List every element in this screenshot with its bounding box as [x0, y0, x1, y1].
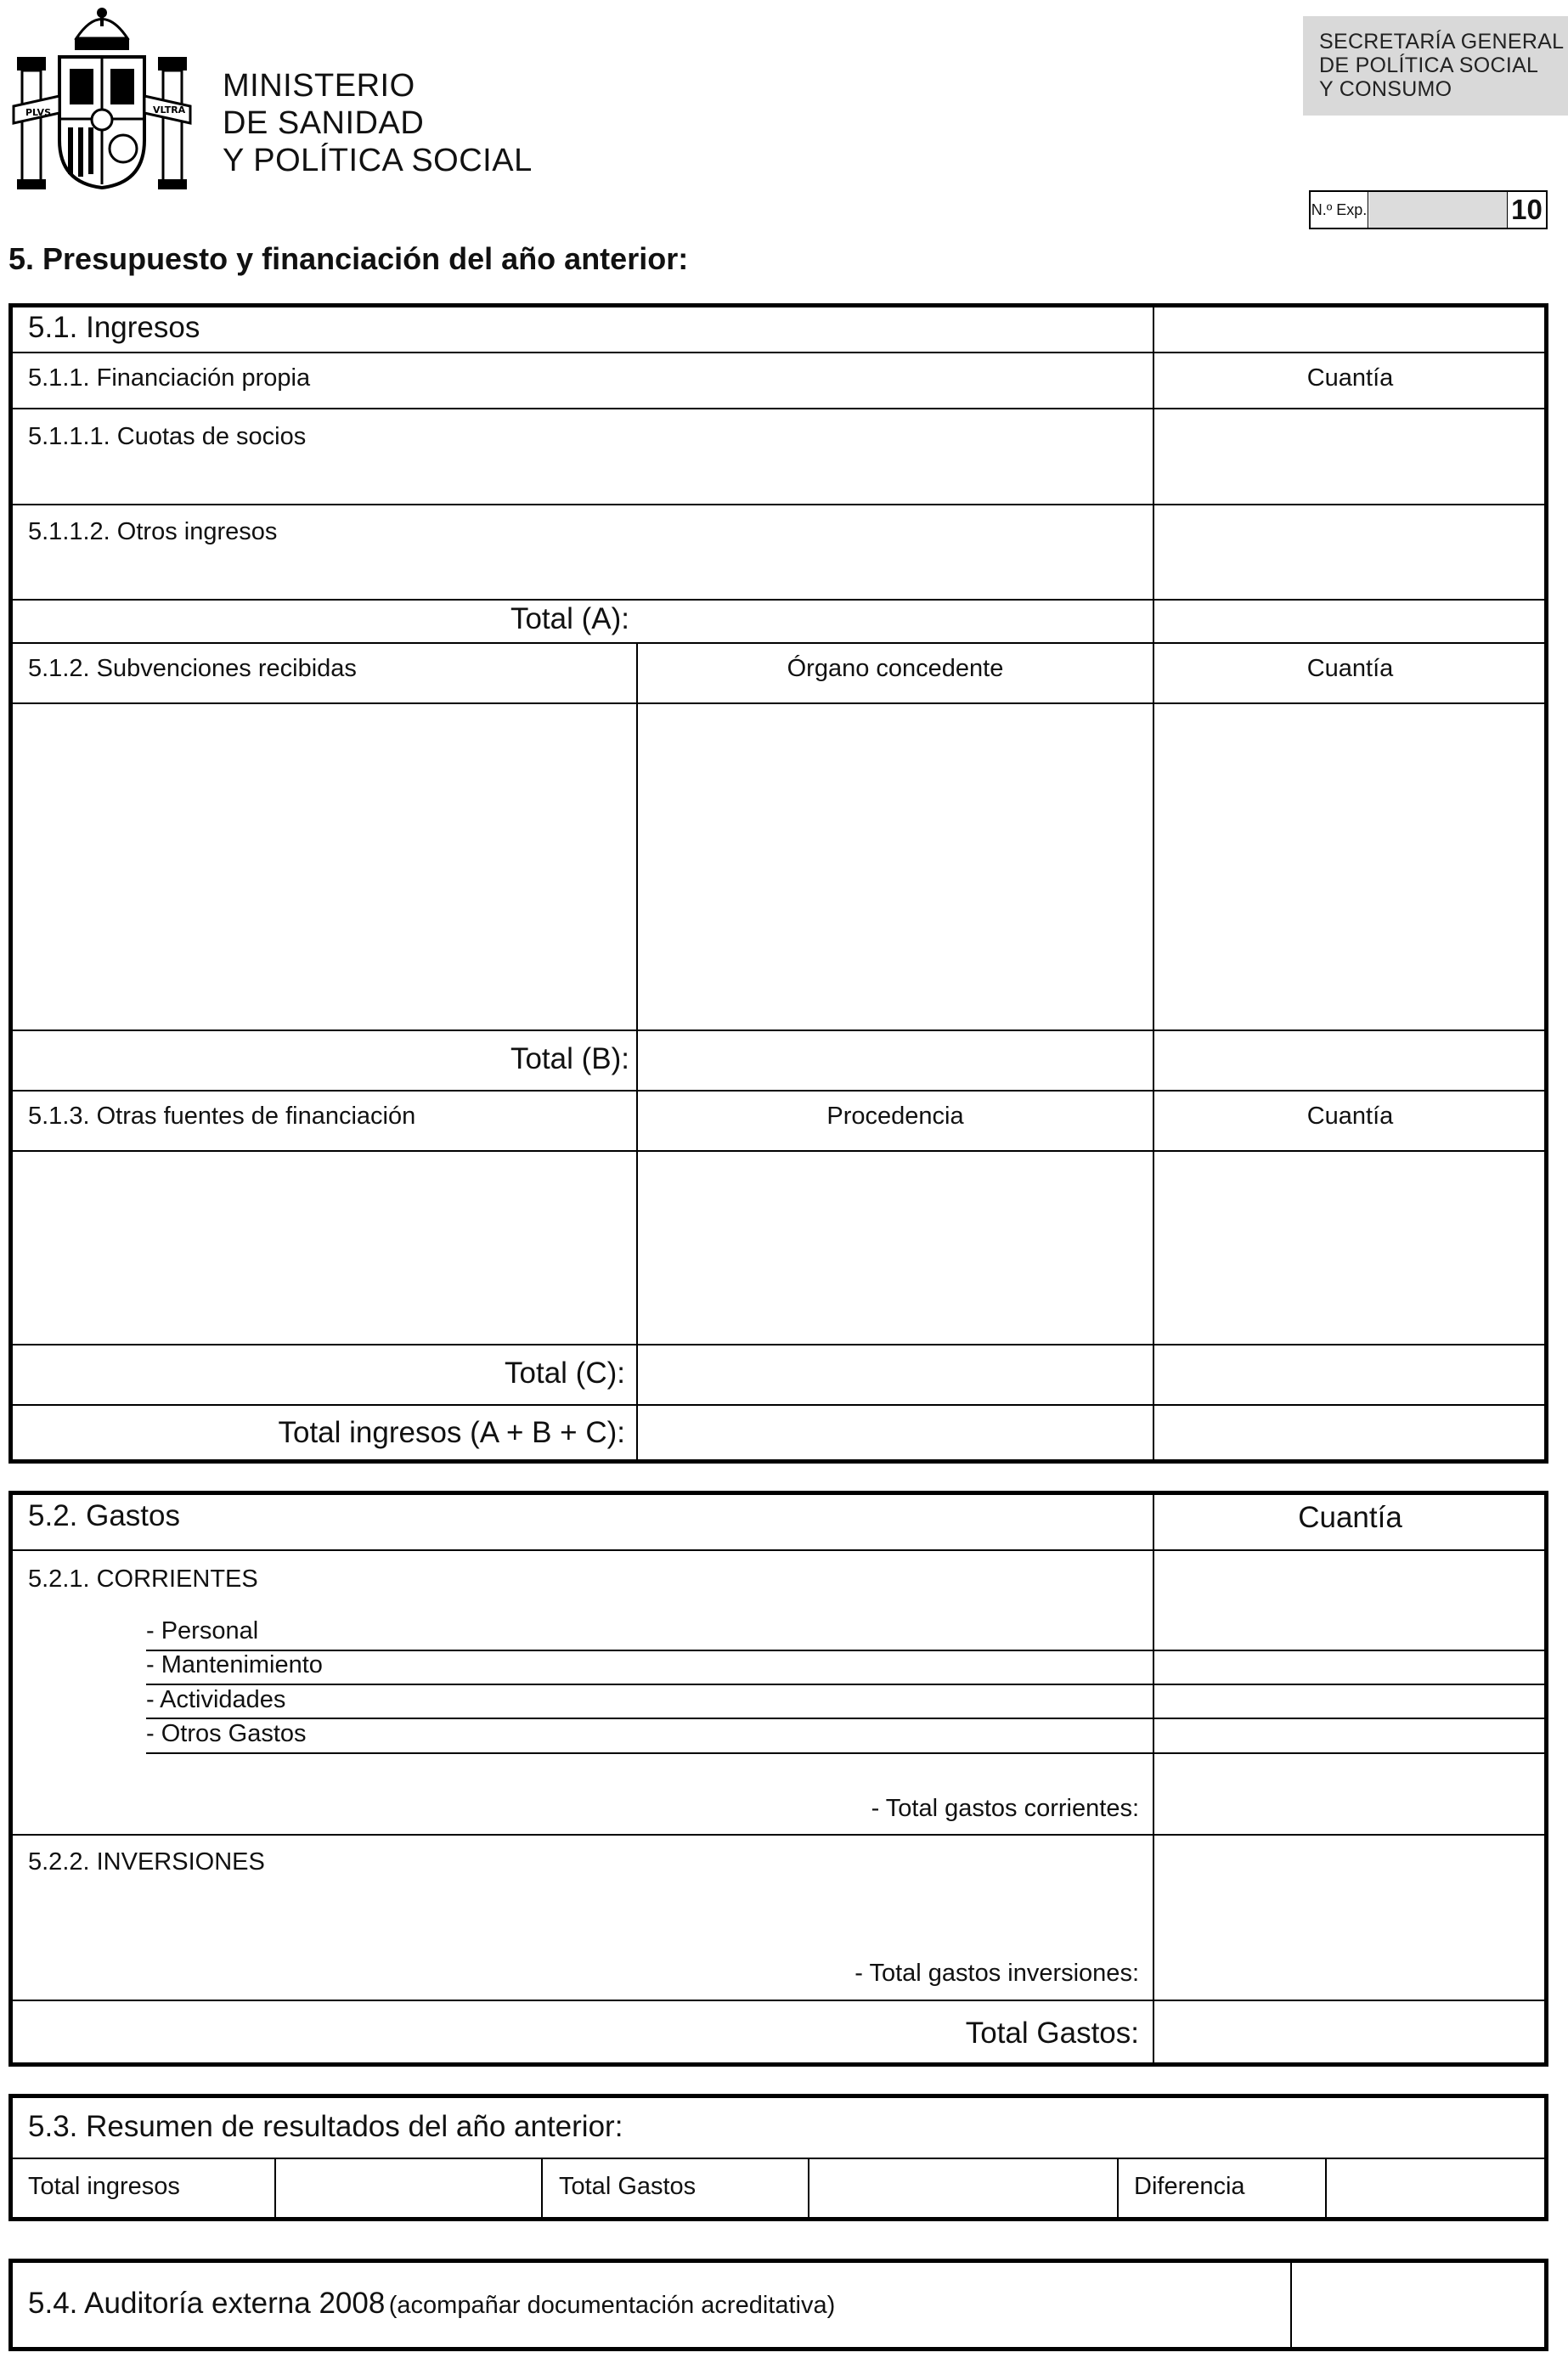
auditoria-heading: 5.4. Auditoría externa 2008: [28, 2287, 386, 2320]
gasto-mantenimiento-label: - Mantenimiento: [146, 1651, 323, 1678]
resumen-heading: 5.3. Resumen de resultados del año anterior:: [28, 2110, 623, 2143]
column-divider: [1290, 2262, 1292, 2348]
total-a-label: Total (A):: [510, 602, 629, 635]
cuotas-socios-cuantia-field[interactable]: [1156, 410, 1543, 502]
secretaria-line-3: Y CONSUMO: [1319, 77, 1452, 101]
auditoria-field[interactable]: [1294, 2262, 1543, 2348]
total-b-label: Total (B):: [510, 1042, 629, 1075]
total-a-field[interactable]: [1156, 601, 1543, 640]
column-divider: [1325, 2158, 1327, 2218]
item-underline: [146, 1684, 1546, 1685]
cuantia-header: Cuantía: [1306, 1103, 1394, 1130]
total-corrientes-field[interactable]: [1156, 1755, 1543, 1832]
ingresos-heading: 5.1. Ingresos: [28, 311, 200, 344]
coat-of-arms-logo: [10, 4, 194, 191]
column-divider: [636, 642, 638, 1460]
page-number: 10: [1507, 192, 1546, 228]
otras-fuentes-field[interactable]: [12, 1153, 635, 1342]
subvenciones-field[interactable]: [12, 705, 635, 1028]
ministry-name-line-2: DE SANIDAD: [223, 105, 425, 141]
row-divider: [12, 1090, 1546, 1092]
total-c-field[interactable]: [1156, 1346, 1543, 1402]
mantenimiento-cuantia-field[interactable]: [1156, 1652, 1543, 1682]
corrientes-label: 5.2.1. CORRIENTES: [28, 1565, 258, 1593]
column-divider: [1153, 307, 1154, 1460]
resumen-total-gastos-label: Total Gastos: [559, 2173, 697, 2200]
column-divider: [274, 2158, 276, 2218]
gasto-otros-label: - Otros Gastos: [146, 1720, 307, 1747]
row-divider: [12, 1404, 1546, 1406]
gasto-actividades-label: - Actividades: [146, 1686, 286, 1713]
resumen-total-ingresos-label: Total ingresos: [28, 2173, 180, 2200]
row-divider: [12, 702, 1546, 704]
financiacion-propia-label: 5.1.1. Financiación propia: [28, 364, 311, 392]
svg-text:PLVS: PLVS: [25, 107, 51, 118]
total-ingresos-label: Total ingresos (A + B + C):: [278, 1416, 625, 1449]
row-divider: [12, 1549, 1546, 1551]
expediente-label: N.º Exp.: [1311, 192, 1368, 228]
total-inversiones-field[interactable]: [1156, 1836, 1543, 1998]
actividades-cuantia-field[interactable]: [1156, 1686, 1543, 1716]
row-divider: [12, 352, 1546, 353]
otros-gastos-cuantia-field[interactable]: [1156, 1720, 1543, 1751]
item-underline: [146, 1650, 1546, 1651]
svg-text:VLTRA: VLTRA: [153, 104, 186, 116]
cuantia-header: Cuantía: [1306, 364, 1394, 392]
subvenciones-cuantia-field[interactable]: [1156, 705, 1543, 1028]
subvenciones-label: 5.1.2. Subvenciones recibidas: [28, 655, 357, 682]
row-divider: [12, 1834, 1546, 1836]
gastos-heading: 5.2. Gastos: [28, 1499, 180, 1532]
item-underline: [146, 1718, 1546, 1719]
column-divider: [1117, 2158, 1119, 2218]
auditoria-note: (acompañar documentación acreditativa): [388, 2292, 836, 2319]
cuotas-socios-label: 5.1.1.1. Cuotas de socios: [28, 423, 307, 450]
otros-ingresos-cuantia-field[interactable]: [1156, 506, 1543, 597]
resumen-diferencia-label: Diferencia: [1134, 2173, 1245, 2200]
column-divider: [1153, 1494, 1154, 2063]
row-divider: [12, 1030, 1546, 1031]
personal-cuantia-field[interactable]: [1156, 1616, 1543, 1648]
auditoria-heading-row: [28, 2287, 835, 2321]
organo-concedente-field[interactable]: [640, 705, 1151, 1028]
resumen-total-ingresos-field[interactable]: [278, 2160, 539, 2216]
row-divider: [12, 642, 1546, 644]
procedencia-field[interactable]: [640, 1153, 1151, 1342]
expediente-number-field[interactable]: [1369, 192, 1507, 228]
gastos-cuantia-header: Cuantía: [1298, 1501, 1402, 1534]
column-divider: [808, 2158, 809, 2218]
total-corrientes-label: - Total gastos corrientes:: [871, 1795, 1139, 1822]
resumen-diferencia-field[interactable]: [1328, 2160, 1543, 2216]
row-divider: [12, 1344, 1546, 1345]
row-divider: [12, 599, 1546, 601]
column-divider: [541, 2158, 543, 2218]
ministry-name-line-3: Y POLÍTICA SOCIAL: [223, 143, 533, 178]
row-divider: [12, 408, 1546, 409]
secretaria-line-2: DE POLÍTICA SOCIAL: [1319, 54, 1539, 77]
page-title: 5. Presupuesto y financiación del año anterior:: [8, 241, 689, 276]
total-gastos-label: Total Gastos:: [965, 2017, 1139, 2050]
total-b-field[interactable]: [1156, 1032, 1543, 1088]
otras-fuentes-cuantia-field[interactable]: [1156, 1153, 1543, 1342]
organo-concedente-header: Órgano concedente: [787, 655, 1004, 682]
row-divider: [12, 2000, 1546, 2001]
total-gastos-field[interactable]: [1156, 2002, 1543, 2063]
otras-fuentes-label: 5.1.3. Otras fuentes de financiación: [28, 1103, 416, 1130]
total-c-label: Total (C):: [505, 1357, 625, 1390]
row-divider: [12, 504, 1546, 505]
total-inversiones-label: - Total gastos inversiones:: [855, 1960, 1139, 1987]
total-ingresos-field[interactable]: [1156, 1407, 1543, 1459]
cuantia-header: Cuantía: [1306, 655, 1394, 682]
row-divider: [12, 1150, 1546, 1152]
ministry-name-line-1: MINISTERIO: [223, 68, 415, 104]
gasto-personal-label: - Personal: [146, 1617, 259, 1644]
resumen-total-gastos-field[interactable]: [811, 2160, 1115, 2216]
item-underline: [146, 1752, 1546, 1754]
inversiones-label: 5.2.2. INVERSIONES: [28, 1848, 265, 1876]
procedencia-header: Procedencia: [826, 1103, 964, 1130]
secretaria-line-1: SECRETARÍA GENERAL: [1319, 30, 1565, 54]
otros-ingresos-label: 5.1.1.2. Otros ingresos: [28, 518, 278, 545]
row-divider: [12, 2158, 1546, 2159]
